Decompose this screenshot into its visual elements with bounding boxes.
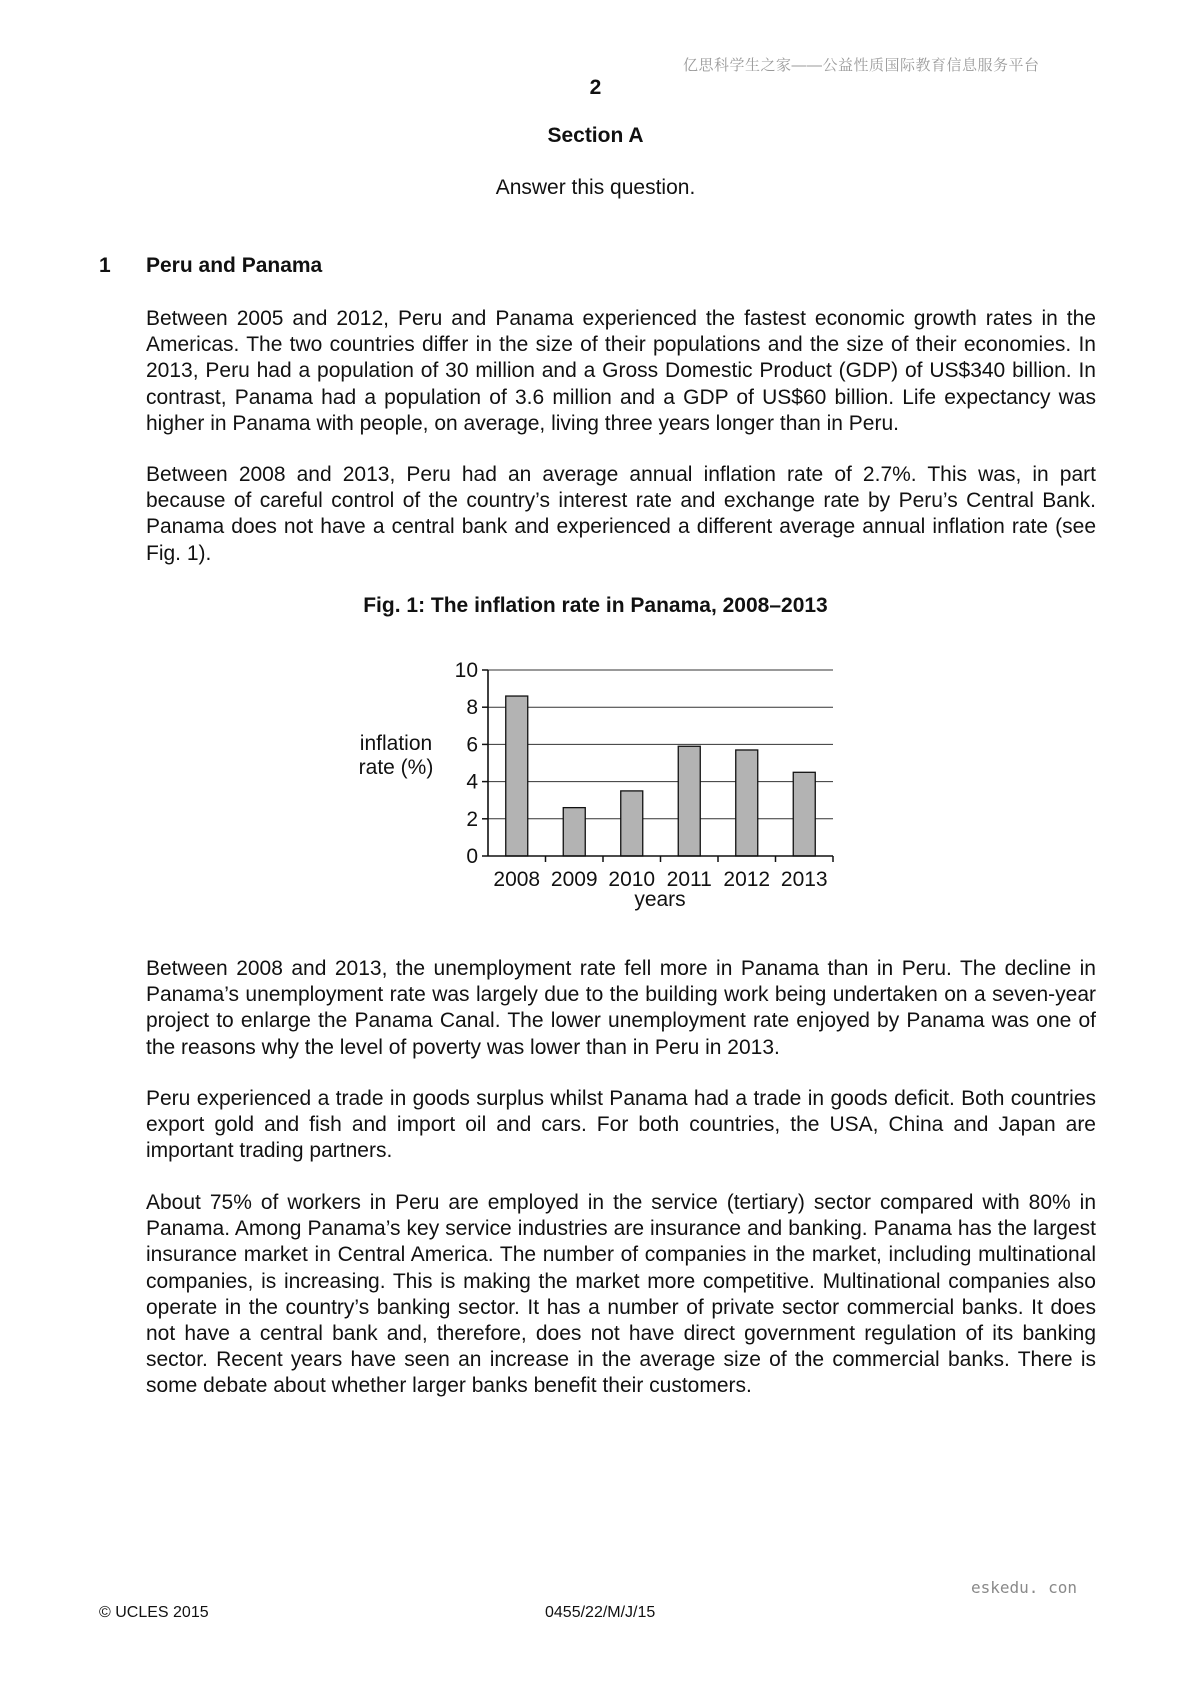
- paragraph-4: Peru experienced a trade in goods surplus whilst Panama had a trade in goods deficit. Both countries export gold and fish and import oil and cars. For both countries, the USA, China and Japan are important trading partners.: [146, 1087, 1096, 1163]
- y-tick-label-2: 2: [466, 807, 478, 831]
- chart-axes: [482, 670, 833, 862]
- x-tick-label-2009: 2009: [550, 868, 598, 891]
- footer-copyright: © UCLES 2015: [99, 1604, 209, 1621]
- inflation-bar-chart: [340, 648, 860, 928]
- bar-2011: [678, 746, 700, 856]
- x-tick-label-2011: 2011: [666, 868, 712, 891]
- x-tick-label-2010: 2010: [608, 868, 656, 891]
- y-tick-label-8: 8: [466, 696, 478, 720]
- y-axis-label-line-1: inflation: [359, 732, 433, 755]
- paragraph-2: Between 2008 and 2013, Peru had an average annual inflation rate of 2.7%. This was, in part because of careful control of the country’s interest rate and exchange rate by Peru’s Central Bank. Panama does not have a central bank and experienced a different average annual inflation rate (see Fig. 1).: [146, 463, 1096, 565]
- footer-paper-code: 0455/22/M/J/15: [545, 1604, 656, 1621]
- x-tick-label-2008: 2008: [493, 868, 541, 891]
- y-tick-label-10: 10: [454, 659, 478, 682]
- question-number: 1: [99, 254, 111, 277]
- paragraph-3: Between 2008 and 2013, the unemployment rate fell more in Panama than in Peru. The decline in Panama’s unemployment rate was largely due to the building work being undertaken on a seven-year project to enlarge the Panama Canal. The lower unemployment rate enjoyed by Panama was one of the reasons why the level of poverty was lower than in Peru in 2013.: [146, 957, 1096, 1059]
- paragraph-1: Between 2005 and 2012, Peru and Panama experienced the fastest economic growth rates in the Americas. The two countries differ in the size of their populations and the size of their economies. In 2013, Peru had a population of 30 million and a Gross Domestic Product (GDP) of US$340 billion. In contrast, Panama had a population of 3.6 million and a GDP of US$60 billion. Life expectancy was higher in Panama with people, on average, living three years longer than in Peru.: [146, 307, 1096, 435]
- x-tick-label-2012: 2012: [723, 868, 771, 891]
- bar-2009: [563, 808, 585, 856]
- watermark-top: 亿思科学生之家——公益性质国际教育信息服务平台: [683, 57, 1040, 74]
- x-axis-label: years: [634, 888, 686, 911]
- page-number: 2: [589, 76, 602, 99]
- bar-2010: [621, 791, 643, 856]
- y-tick-label-0: 0: [466, 845, 478, 868]
- question-title: Peru and Panama: [146, 254, 323, 277]
- chart-gridlines: [488, 670, 833, 819]
- watermark-bottom: eskedu. con: [971, 1578, 1077, 1597]
- x-tick-label-2013: 2013: [780, 868, 828, 891]
- section-title: Section A: [547, 124, 644, 147]
- bar-2012: [736, 750, 758, 856]
- y-tick-label-6: 6: [466, 733, 478, 757]
- chart-bars: [506, 696, 816, 856]
- bar-2008: [506, 696, 528, 856]
- instruction: Answer this question.: [495, 176, 696, 199]
- bar-2013: [793, 772, 815, 856]
- y-axis-label-line-2: rate (%): [358, 756, 434, 779]
- paragraph-5: About 75% of workers in Peru are employed in the service (tertiary) sector compared with 80% in Panama. Among Panama’s key service industries are insurance and banking. Panama has the largest insurance market in Central America. The number of companies in the market, including multinational companies, is increasing. This is making the market more competitive. Multinational companies also operate in the country’s banking sector. It has a number of private sector commercial banks. It does not have a central bank and, therefore, does not have direct government regulation of its banking sector. Recent years have seen an increase in the average size of the commercial banks. There is some debate about whether larger banks benefit their customers.: [146, 1191, 1096, 1398]
- figure-title: Fig. 1: The inflation rate in Panama, 2008–2013: [363, 594, 828, 617]
- y-tick-label-4: 4: [466, 770, 478, 794]
